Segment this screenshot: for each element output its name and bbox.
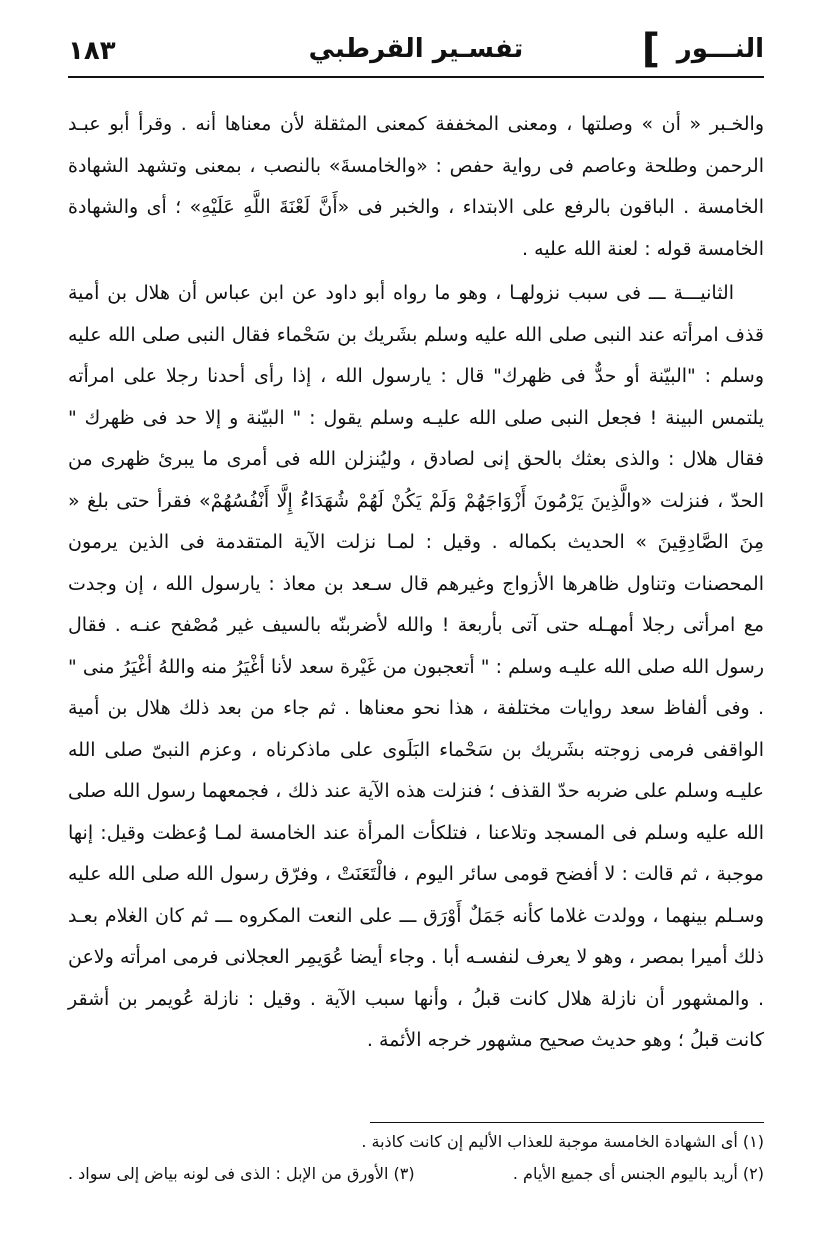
footnote-2: (٢) أريد باليوم الجنس أى جميع الأيام . <box>512 1164 764 1183</box>
header-bracket: ] <box>641 26 660 72</box>
page-header <box>68 26 764 74</box>
footnote-3: (٣) الأورق من الإبل : الذى فى لونه بياض إلى سواد . <box>68 1164 415 1183</box>
header-rule <box>68 76 764 78</box>
footnotes <box>68 1126 764 1190</box>
page-number: ١٨٣ <box>68 36 116 66</box>
chapter-title: النـــور <box>676 34 764 64</box>
main-text <box>68 104 764 1065</box>
paragraph: والخـبر « أن » وصلتها ، ومعنى المخففة كمعنى المثقلة لأن معناها أنه . وقرأ أبو عبـد الرحمن وطلحة وعاصم فى رواية حفص : «والخامسةَ» بالنصب ، بمعنى وتشهد الشهادة الخامسة . الباقون بالرفع على الابتداء ، والخبر فى «أَنَّ لَعْنَةَ اللَّهِ عَلَيْهِ» ؛ أى والشهادة الخامسة قوله : لعنة الله عليه . <box>68 113 764 260</box>
paragraph: الثانيـــة ـــ فى سبب نزولهـا ، وهو ما رواه أبو داود عن ابن عباس أن هلال بن أمية قذف امرأته عند النبى صلى الله عليه وسلم بشَريك بن سَحْماء فقال النبى صلى الله عليه وسلم : "البيّنة أو حدٌّ فى ظهرك" قال : يارسول الله ، إذا رأى أحدنا رجلا على امرأته يلتمس البينة ! فجعل النبى صلى الله عليـه وسلم يقول : " البيّنة و إلا حد فى ظهرك " فقال هلال : والذى بعثك بالحق إنى لصادق ، وليُنزلن الله فى أمرى ما يبرئ ظهرى من الحدّ ، فنزلت «والَّذِينَ يَرْمُونَ أَزْوَاجَهُمْ وَلَمْ يَكُنْ لَهُمْ شُهَدَاءُ إِلَّا أَنْفُسُهُمْ» فقرأ حتى بلغ « مِنَ الصَّادِقِينَ » الحديث بكماله . وقيل : لمـا نزلت الآية المتقدمة فى الذين يرمون المحصنات وتناول ظاهرها الأزواج وغيرهم قال سـعد بن معاذ : يارسول الله ، إن وجدت مع امرأتى رجلا أمهـله حتى آتى بأربعة ! والله لأضربنّه بالسيف غير مُصْفح عنـه . فقال رسول الله صلى الله عليـه وسلم : " أتعجبون من غَيْرة سعد لأنا أغْيَرُ منه واللهُ أغْيَرُ منى " . وفى ألفاظ سعد روايات مختلفة ، هذا نحو معناها . ثم جاء من بعد ذلك هلال بن أمية الواقفى فرمى زوجته بشَريك بن سَحْماء البَلَوى على ماذكرناه ، وعزم النبىّ صلى الله عليـه وسلم على ضربه حدّ القذف ؛ فنزلت هذه الآية عند ذلك ، فجمعهما رسول الله صلى الله عليه وسلم فى المسجد وتلاعنا ، فتلكأت المرأة عند الخامسة لمـا وُعظت وقيل: إنها موجبة ، ثم قالت : لا أفضح قومى سائر اليوم ، فالْتَعَنَتْ ، وفرّق رسول الله صلى الله عليه وسـلم بينهما ، وولدت غلاما كأنه جَمَلٌ أَوْرَق ـــ على النعت المكروه ـــ ثم كان الغلام بعـد ذلك أميرا بمصر ، وهو لا يعرف لنفسـه أبا . وجاء أيضا عُوَيمِر العجلانى فرمى امرأته ولاعن . والمشهور أن نازلة هلال كانت قبلُ ، وأنها سبب الآية . وقيل : نازلة عُويمر بن أشقر كانت قبلُ ؛ وهو حديث صحيح مشهور خرجه الأئمة . <box>68 282 764 1051</box>
footnote-row <box>68 1158 764 1190</box>
footnote-rule <box>370 1122 764 1123</box>
footnote-1: (١) أى الشهادة الخامسة موجبة للعذاب الأليم إن كانت كاذبة . <box>361 1132 764 1151</box>
book-title: تفسـير القرطبي <box>308 34 524 64</box>
